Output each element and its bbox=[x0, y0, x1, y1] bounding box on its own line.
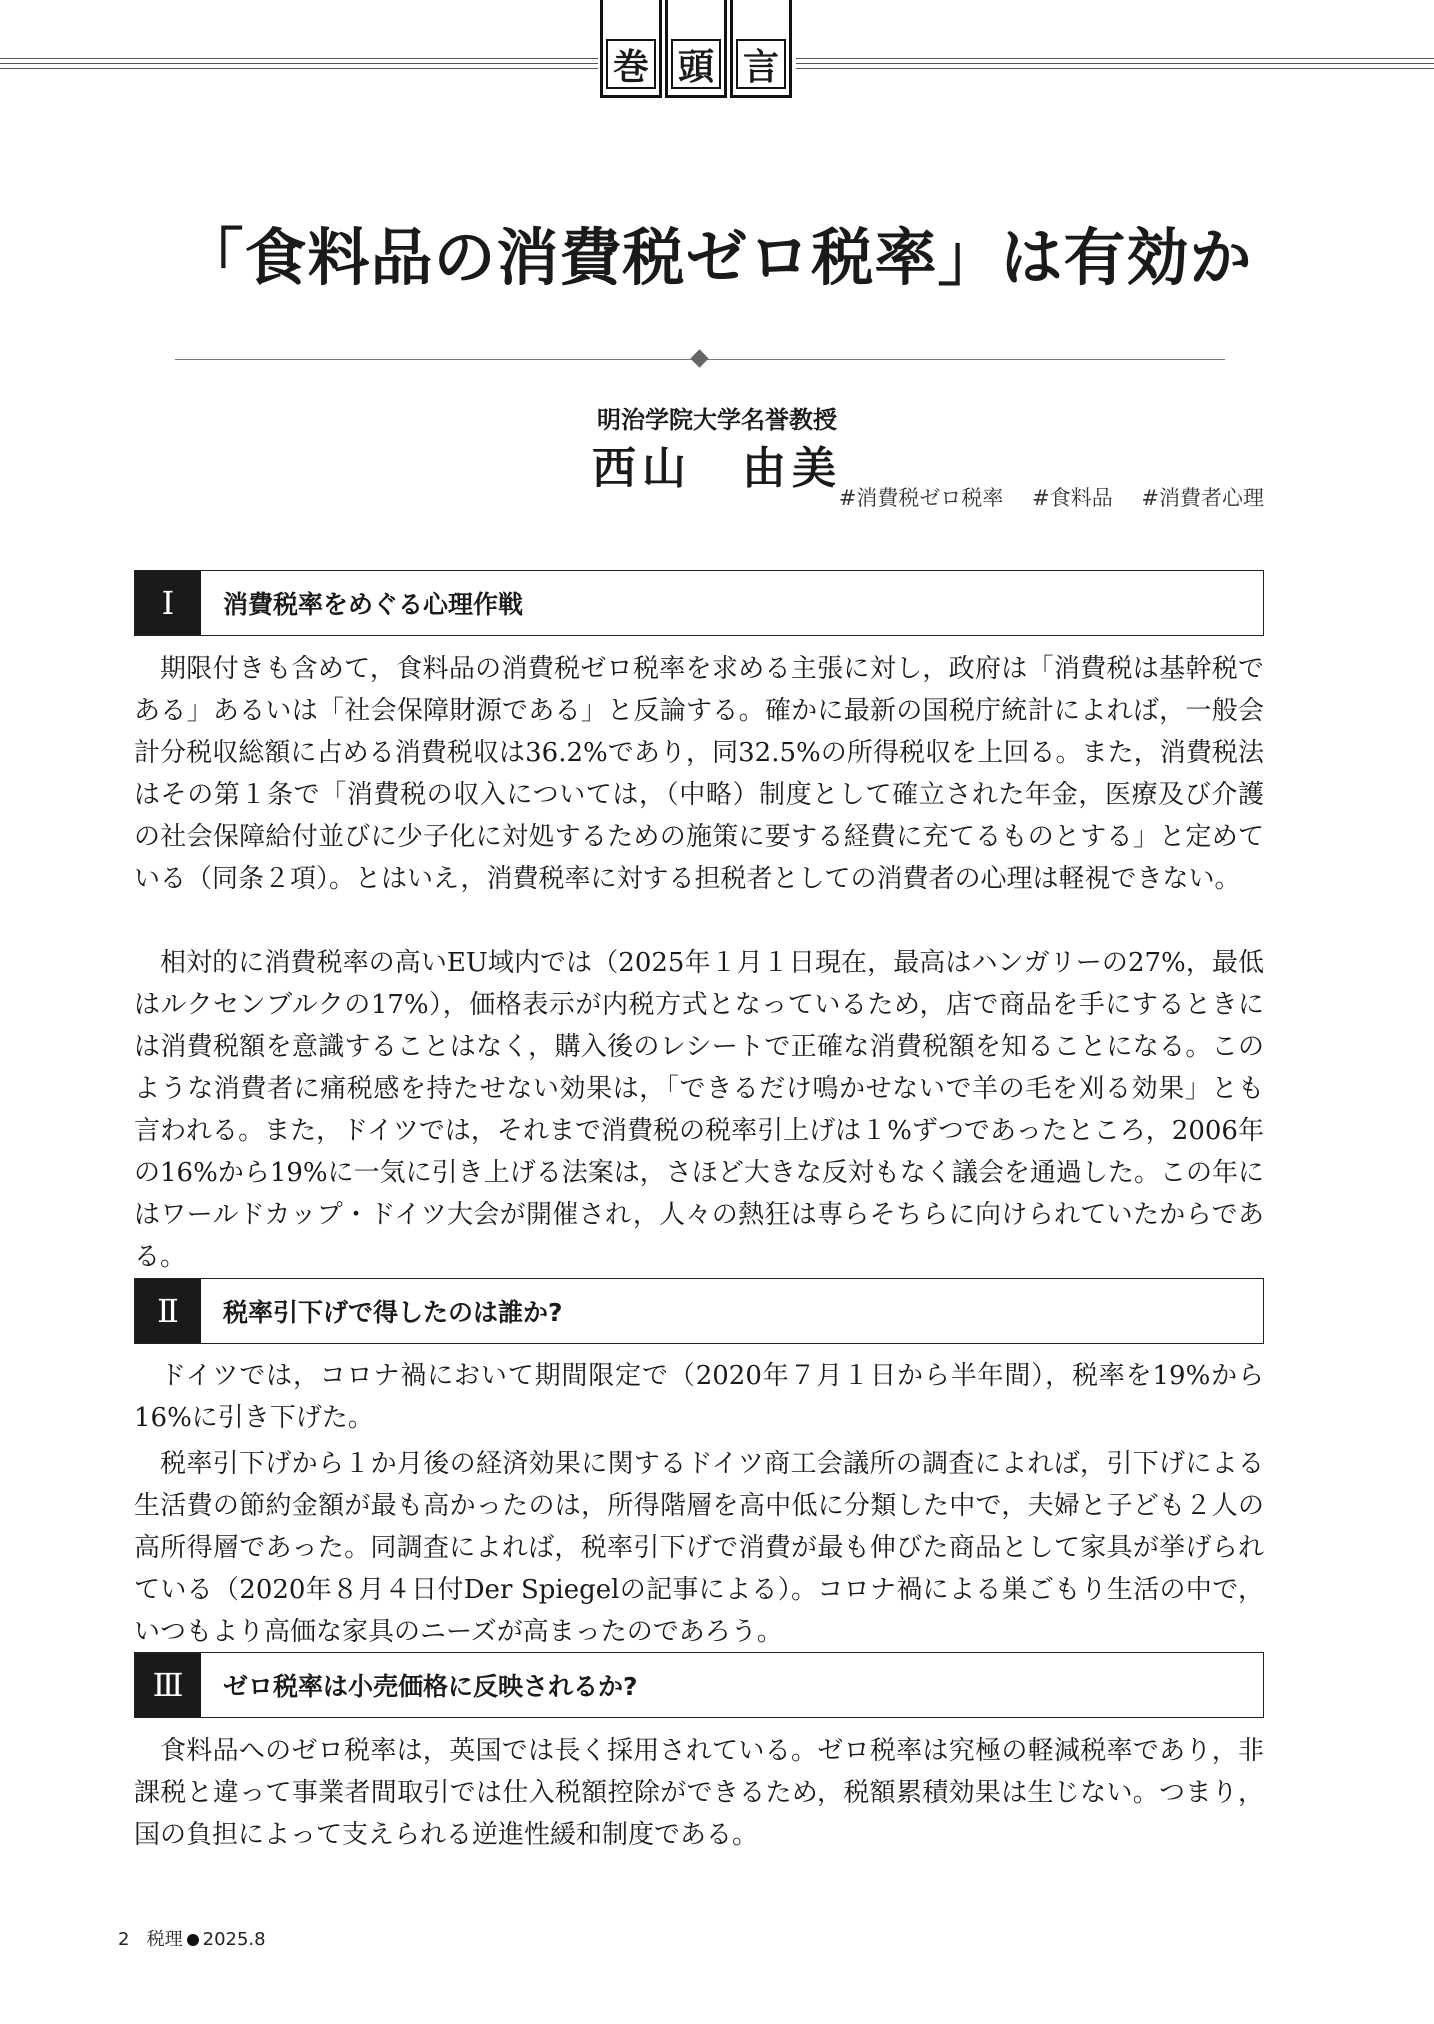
tag: #消費者心理 bbox=[1141, 486, 1264, 510]
tag: #食料品 bbox=[1032, 486, 1113, 510]
tag: #消費税ゼロ税率 bbox=[838, 486, 1004, 510]
section-heading-3 bbox=[134, 1652, 1264, 1718]
column-label-char: 頭 bbox=[671, 39, 721, 89]
bullet-icon bbox=[187, 1934, 199, 1946]
section-number: Ⅰ bbox=[135, 571, 201, 635]
author-name: 西山 由美 bbox=[592, 443, 842, 494]
column-label-box bbox=[730, 0, 792, 98]
column-label-char: 言 bbox=[736, 39, 786, 89]
header-rule-left bbox=[0, 58, 598, 72]
tag-list bbox=[817, 482, 1264, 512]
column-label-box bbox=[665, 0, 727, 98]
paragraph: 税率引下げから１か月後の経済効果に関するドイツ商工会議所の調査によれば，引下げによる生活費の節約金額が最も高かったのは，所得階層を高中低に分類した中で，夫婦と子ども２人の高所得層であった。同調査によれば，税率引下げで消費が最も伸びた商品として家具が挙げられている（2020年８月４日付Der Spiegelの記事による）。コロナ禍による巣ごもり生活の中で，いつもより高価な家具のニーズが高まったのであろう。 bbox=[134, 1449, 1264, 1647]
paragraph: 期限付きも含めて，食料品の消費税ゼロ税率を求める主張に対し，政府は「消費税は基幹税である」あるいは「社会保障財源である」と反論する。確かに最新の国税庁統計によれば，一般会計分税収総額に占める消費税収は36.2%であり，同32.5%の所得税収を上回る。また，消費税法はその第１条で「消費税の収入については，（中略）制度として確立された年金，医療及び介護の社会保障給付並びに少子化に対処するための施策に要する経費に充てるものとする」と定めている（同条２項）。とはいえ，消費税率に対する担税者としての消費者の心理は軽視できない。 bbox=[134, 654, 1264, 894]
column-label-char: 巻 bbox=[606, 39, 656, 89]
column-label-box bbox=[600, 0, 662, 98]
section-title: 税率引下げで得したのは誰か? bbox=[223, 1298, 563, 1327]
author-affiliation: 明治学院大学名誉教授 bbox=[597, 406, 837, 434]
section-heading-1 bbox=[134, 570, 1264, 636]
section-number: Ⅱ bbox=[135, 1279, 201, 1343]
paragraph: 食料品へのゼロ税率は，英国では長く採用されている。ゼロ税率は究極の軽減税率であり，非課税と違って事業者間取引では仕入税額控除ができるため，税額累積効果は生じない。つまり，国の負担によって支えられる逆進性緩和制度である。 bbox=[134, 1736, 1264, 1850]
journal-name: 税理 bbox=[146, 1929, 183, 1950]
section-title: ゼロ税率は小売価格に反映されるか? bbox=[223, 1672, 638, 1701]
column-label bbox=[600, 0, 795, 100]
page-footer bbox=[118, 1925, 266, 1951]
diamond-icon bbox=[690, 349, 708, 367]
paragraph: 相対的に消費税率の高いEU域内では（2025年１月１日現在，最高はハンガリーの27%，最低はルクセンブルクの17%），価格表示が内税方式となっているため，店で商品を手にするときには消費税額を意識することはなく，購入後のレシートで正確な消費税額を知ることになる。このような消費者に痛税感を持たせない効果は，「できるだけ鳴かせないで羊の毛を刈る効果」とも言われる。また，ドイツでは，それまで消費税の税率引上げは１%ずつであったところ，2006年の16%から19%に一気に引き上げる法案は，さほど大きな反対もなく議会を通過した。この年にはワールドカップ・ドイツ大会が開催され，人々の熱狂は専らそちらに向けられていたからである。 bbox=[134, 948, 1264, 1272]
section-title: 消費税率をめぐる心理作戦 bbox=[223, 590, 524, 619]
section-number: Ⅲ bbox=[135, 1653, 201, 1717]
page-number: 2 bbox=[118, 1929, 130, 1950]
section-heading-2 bbox=[134, 1278, 1264, 1344]
paragraph: ドイツでは，コロナ禍において期間限定で（2020年７月１日から半年間），税率を19%から16%に引き下げた。 bbox=[134, 1361, 1264, 1433]
article-title: 「食料品の消費税ゼロ税率」は有効か bbox=[181, 221, 1253, 294]
header-rule-right bbox=[796, 58, 1434, 72]
journal-issue: 2025.8 bbox=[202, 1929, 266, 1950]
